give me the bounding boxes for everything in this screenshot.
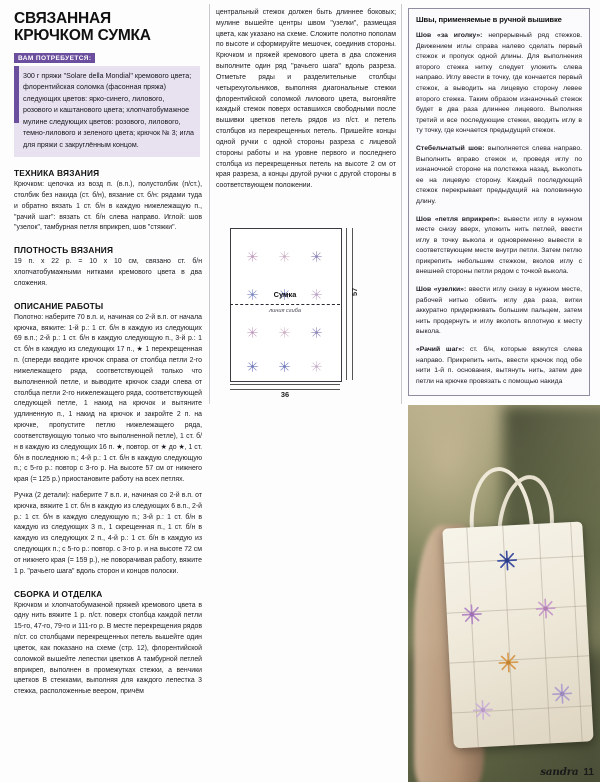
heading-description: ОПИСАНИЕ РАБОТЫ xyxy=(14,300,104,311)
materials-badge: ВАМ ПОТРЕБУЕТСЯ: xyxy=(14,53,95,63)
embroidered-flower-icon xyxy=(551,682,574,705)
page-number: 11 xyxy=(583,767,594,778)
technique-body xyxy=(14,180,202,234)
stitch-entry-couched-loop xyxy=(416,215,582,279)
bag-schematic-diagram xyxy=(222,210,390,400)
stitch-guide-title: Швы, применяемые в ручной вышивке xyxy=(416,15,562,24)
stitch-entry-name: Стебельчатый шов: xyxy=(416,144,485,152)
heading-technique: ТЕХНИКА ВЯЗАНИЯ xyxy=(14,168,100,179)
stitch-entry-text: ввести иглу снизу в нужном месте, рабочей нитью обвить иглу два раза, витки аккуратно придерживать большим пальцем, затем нить продернуть и иглу вколоть вплотную к месту выкола. xyxy=(416,286,583,336)
technique-paragraph: Крючком: цепочка из возд п. (в.п.), полустолбик (п/ст.), столбик без накида (ст. б/н), вязание ст. б/н: рядами туда и обратно вязать 1 ст. б/н в каждую нижележащую п., "рачий шаг": вязать ст. б/н слева направо. Иглой: шов "узелок", тамбурная петля вприкреп, шов "стяжки". xyxy=(14,181,202,232)
middle-column xyxy=(216,0,398,400)
magazine-logo: sandra xyxy=(540,766,579,778)
column-divider-2 xyxy=(401,4,402,404)
stitch-entry-name: «Рачий шаг»: xyxy=(416,346,465,354)
stitch-entry-name: Шов «за иголку»: xyxy=(416,32,483,39)
right-column xyxy=(408,0,592,396)
flower-motif-icon xyxy=(310,250,323,263)
heading-assembly: СБОРКА И ОТДЕЛКА xyxy=(14,588,103,599)
assembly-paragraph: Крючком и хлопчатобумажной пряжей кремового цвета в одну нить вяжите 1 р. п/ст. поверх столбца каждой петли 15-го, 47-го, 79-го и 111-го р. В месте перекрещения рядов п/ст. со столбцами перекрещенных петель вышейте один цветок, как показано на схеме (стр. 12), флорентийской соломкой вышейте лепестки цветков А тамбурной петлей вприкреп, выполнен в промежутках стежки, а венчики цветков В стежками, выполняя для каждого лепестка 3 стежка, расположенные веером, причём xyxy=(14,601,202,696)
stitch-entry-name: Шов «узелки»: xyxy=(416,286,467,294)
stitch-entry-name: Шов «петля вприкреп»: xyxy=(416,215,500,223)
stitch-entry-crab-stitch xyxy=(416,345,582,387)
flower-motif-icon xyxy=(278,326,291,339)
stitch-entry-text: непрерывный ряд стежков. Движением иглы справа налево сделать первый стежок и пропуск одной длины. Для выполнения второго стежка нитку следует уложить слева направо. Иглу ввести в точку, где кончается первый стежок, а выводить на лицевую сторону левее второго стежка. Таким образом изнаночный стежок будет в два раза длиннее лицевого. Выполняя третий и все последующие стежки, вводить иглу в ту точку, где кончается предыдущий стежок. xyxy=(416,32,582,135)
stitch-entry-french-knot xyxy=(416,285,582,338)
stitch-entry-text: выполняется слева направо. Выполнить вправо стежок и, проведя иглу по изнаночной стороне на полстежка назад, выколоть ее на лицевую сторону. Каждый последующий стежок перекрывает предыдущий на половинную длину. xyxy=(416,144,582,205)
flower-motif-icon xyxy=(246,326,259,339)
materials-box xyxy=(14,66,200,157)
column-divider-1 xyxy=(209,4,210,404)
embroidered-flower-icon xyxy=(460,603,483,626)
embroidered-flower-icon xyxy=(497,651,520,674)
product-photo xyxy=(408,405,600,782)
materials-text: 300 г пряжи "Solare della Mondial" кремового цвета; флорентийская соломка (фасонная пряжа) следующих цветов: ярко-синего, лилового, розового и каштанового цвета; хлопчатобумажное мулине следующих цветов: розового, лилового, темно-лилового и зеленого цвета; крючок № 3; игла для пряжи с закруглённым концом. xyxy=(23,71,194,149)
flower-motif-icon xyxy=(278,250,291,263)
page-title: СВЯЗАННАЯ КРЮЧКОМ СУМКА xyxy=(14,10,151,45)
flower-motif-icon xyxy=(310,326,323,339)
density-body xyxy=(14,257,202,289)
left-column xyxy=(10,0,206,703)
assembly-continuation: центральный стежок должен быть длиннее боковых; мулине вышейте центры швом "узелки", размещая цвета, как указано на схеме. Сложите полотно пополам по высоте и сформируйте мешочек, соединив стороны. Крючком и пряжей кремового цвета в два сложения выполните один ряд "рачьего шага" вдоль разреза. Отметьте ряды и разделительные столбцы четырехугольников, выполняя диагональные стежки флорентийской соломкой лилового цвета, выгоняйте каждый стежок поверх оставшихся свободными после вышивки цветков петель рядов из п/ст. и петель столбцов из перекрещенных петель. Пришейте концы одной ручки с одной стороны разреза с лицевой стороны работы и на уровне первого и последнего столбца из перекрещенных петель на высоте 2 см от края разреза, а концы другой ручки с другой стороны в соответствующем положении. xyxy=(216,9,396,190)
description-body xyxy=(14,313,202,578)
assembly-body xyxy=(14,601,202,698)
fold-line xyxy=(230,304,340,305)
flower-motif-icon xyxy=(278,360,291,373)
schematic-piece-label: Сумка xyxy=(273,290,297,300)
stitch-entry-text: вывести иглу в нужном месте снизу вверх, уложить нить петлей, ввести иглу в точку выкола и одновременно вывести в соответствующем месте внутри петли. Затем петлю прикрепить небольшим стежком, вколов иглу с внешней стороны петли рядом с точкой выкола. xyxy=(416,215,582,276)
embroidered-flower-icon xyxy=(534,597,557,620)
stitch-guide-box xyxy=(408,8,590,396)
width-dimension-label: 36 xyxy=(280,390,290,400)
description-paragraph-fabric: Полотно: наберите 70 в.п. и, начиная со 2-й в.п. от начала крючка, вяжите: 1-й р.: 1 ст. б/н в каждую из следующих 69 в.п.; 2-й р.: 1 ст. б/н в каждую следующую п., 3-й р.: 1 ст. б/н в каждую из следующих 17 п., ★ 1 перекрещенная п. (спереди вводите крючок справа от столбца петли 2-го нижележащего ряда, соответствующей только что выполненной петле, и выводите крючок сзади слева от столбца петли 2-го нижележащего ряда, соответствующей следующей петле, 1 накид на крючок и вытяните удлиненную п., 1 накид на крючок и закройте 2 п. на крючке, пропустите петлю нижележащего ряда, соответствующую только что выполненной петле), 1 ст. б/н в каждую из следующих 16 п. ★, повтор. от ★ до ★, 1 ст. б/н в последнюю п.; 4-й р.: 1 ст. б/н в каждую следующую п.; с 5-го р.: повтор с 3-го р. На высоте 57 см от нижнего края (= 125 р.) приостановите работу на всех петлях. xyxy=(14,313,202,484)
stitch-entry-backstitch xyxy=(416,31,582,137)
flower-motif-icon xyxy=(246,360,259,373)
embroidered-flower-icon xyxy=(471,698,494,721)
heading-density: ПЛОТНОСТЬ ВЯЗАНИЯ xyxy=(14,245,114,256)
page-footer xyxy=(540,766,594,778)
embroidered-flower-icon xyxy=(496,549,519,572)
stitch-entry-text: ст. б/н, которые вяжутся слева направо. Прикрепить нить, ввести крючок под обе нити 1-й п. основания, вытянуть нить, затем две петли на крючке провязать с помощью накида xyxy=(416,346,582,385)
height-dimension-line xyxy=(346,228,353,380)
flower-motif-icon xyxy=(310,360,323,373)
height-dimension-label: 57 xyxy=(350,287,359,297)
density-paragraph: 19 п. х 22 р. = 10 х 10 см, связано ст. б/н хлопчатобумажными нитками кремового цвета в два сложения. xyxy=(14,258,202,287)
description-paragraph-handle: Ручка (2 детали): наберите 7 в.п. и, начиная со 2-й в.п. от крючка, вяжите 1 ст. б/н в каждую из следующих 6 в.п., 2-й р.: 1 ст. б/н в каждую следующую п.; 3-й р.: 1 ст. б/н в каждую из следующих 3 п., 1 скрещенная п., 1 ст. б/н в каждую из следующих 2 п., 4-й р.: 1 ст. б/н в каждую из следующих п.; с 5-го р.: повтор. с 3-го р. и на высоте 72 см от нижнего края (= 159 р.), не поворачивая работу, вяжите 1 р. "рачьего шага" вдоль сторон и концов полоски. xyxy=(14,491,202,575)
stitch-entry-stem xyxy=(416,144,582,208)
fold-line-label: линия сгиба xyxy=(269,308,301,315)
crochet-bag xyxy=(442,521,593,748)
flower-motif-icon xyxy=(246,250,259,263)
